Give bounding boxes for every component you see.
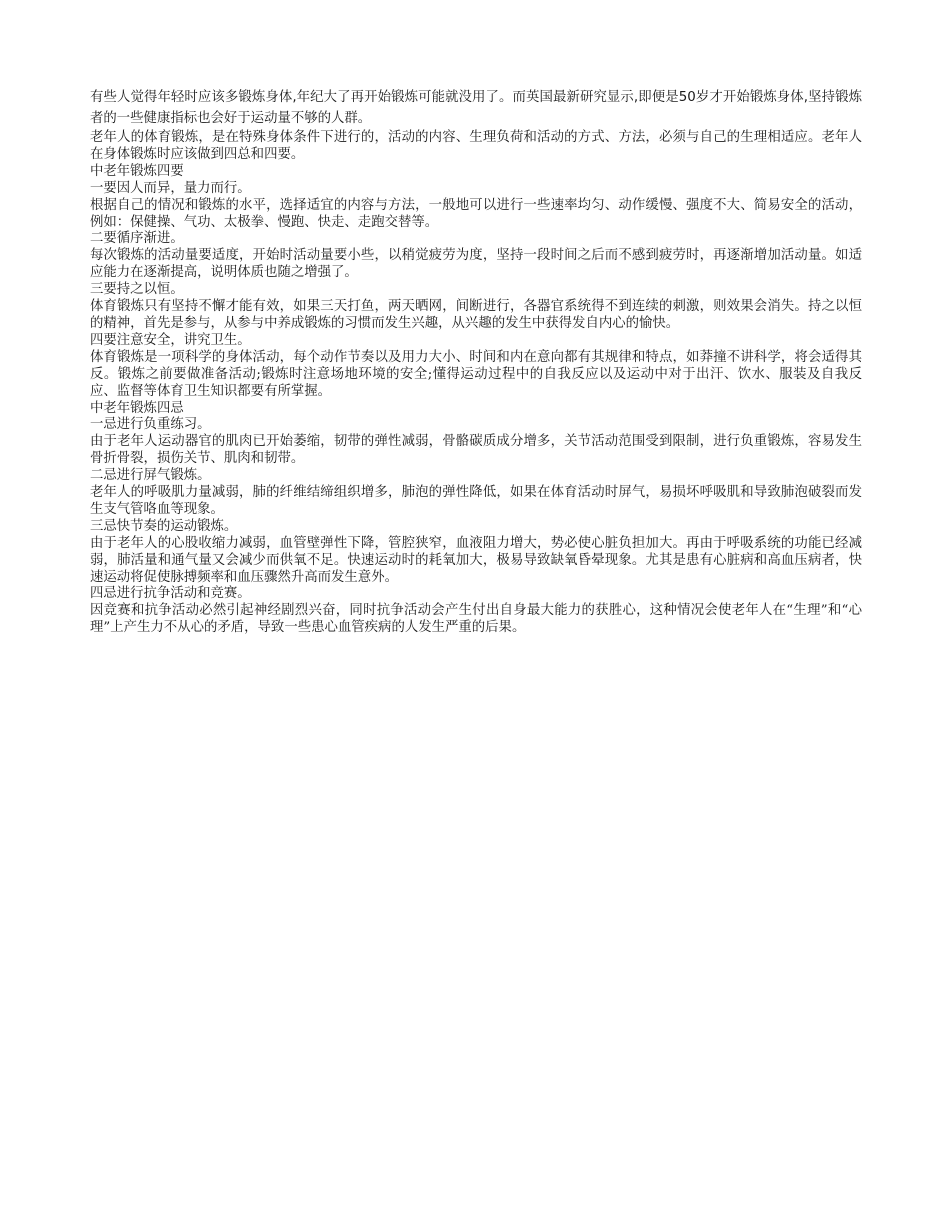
item-title: 一要因人而异，量力而行。 xyxy=(90,180,251,196)
item-title: 一忌进行负重练习。 xyxy=(90,417,211,433)
item-body: 每次锻炼的活动量要适度，开始时活动量要小些，以稍觉疲劳为度，坚持一段时间之后而不感到疲劳时，再逐渐增加活动量。如适应能力在逐渐提高，说明体质也随之增强了。 xyxy=(90,248,862,281)
item-body: 老年人的呼吸肌力量减弱，肺的纤维结缔组织增多，肺泡的弹性降低，如果在体育活动时屏气，易损坏呼吸肌和导致肺泡破裂而发生支气管咯血等现象。 xyxy=(90,485,862,517)
item-title: 三要持之以恒。 xyxy=(90,282,184,298)
item-title: 四要注意安全，讲究卫生。 xyxy=(90,332,251,348)
item-title: 四忌进行抗争活动和竞赛。 xyxy=(90,586,251,602)
item-body: 体育锻炼只有坚持不懈才能有效，如果三天打鱼，两天晒网，间断进行，各器官系统得不到连续的刺激，则效果会消失。持之以恒的精神，首先是参与，从参与中养成锻炼的习惯而发生兴趣，从兴趣的发生中获得发自内心的愉快。 xyxy=(90,299,862,331)
item-body: 根据自己的情况和锻炼的水平，选择适宜的内容与方法，一般地可以进行一些速率均匀、动作缓慢、强度不大、简易安全的活动，例如：保健操、气功、太极拳、慢跑、快走、走跑交替等。 xyxy=(90,197,862,230)
item-body: 因竞赛和抗争活动必然引起神经剧烈兴奋，同时抗争活动会产生付出自身最大能力的获胜心，这种情况会使老年人在“生理”和“心理”上产生力不从心的矛盾，导致一些患心血管疾病的人发生严重的后果。 xyxy=(90,603,862,636)
article-body xyxy=(90,88,862,637)
item-body: 由于老年人的心股收缩力减弱，血管壁弹性下降，管腔狭窄，血液阻力增大，势必使心脏负担加大。再由于呼吸系统的功能已经减弱，肺活量和通气量又会减少而供氧不足。快速运动时的耗氧加大，极易导致缺氧昏晕现象。尤其是患有心脏病和高血压病者，快速运动将促使脉搏频率和血压骤然升高而发生意外。 xyxy=(90,535,862,585)
item-title: 三忌快节奏的运动锻炼。 xyxy=(90,518,238,534)
section-heading-dos: 中老年锻炼四要 xyxy=(90,163,184,179)
overview-paragraph: 老年人的体育锻炼，是在特殊身体条件下进行的，活动的内容、生理负荷和活动的方式、方法，必须与自己的生理相适应。老年人在身体锻炼时应该做到四总和四要。 xyxy=(90,130,862,162)
item-body: 由于老年人运动器官的肌肉已开始萎缩，韧带的弹性减弱，骨骼碳质成分增多，关节活动范围受到限制，进行负重锻炼，容易发生骨折骨裂，损伤关节、肌肉和韧带。 xyxy=(90,434,862,467)
intro-paragraph: 有些人觉得年轻时应该多锻炼身体,年纪大了再开始锻炼可能就没用了。而英国最新研究显示,即便是50岁才开始锻炼身体,坚持锻炼者的一些健康指标也会好于运动量不够的人群。 xyxy=(90,90,862,126)
section-heading-donts: 中老年锻炼四忌 xyxy=(90,400,184,416)
item-title: 二忌进行屏气锻炼。 xyxy=(90,468,211,484)
item-body: 体育锻炼是一项科学的身体活动，每个动作节奏以及用力大小、时间和内在意向都有其规律和特点，如莽撞不讲科学，将会适得其反。锻炼之前要做准备活动;锻炼时注意场地环境的安全;懂得运动过程中的自我反应以及运动中对于出汗、饮水、服装及自我反应、监督等体育卫生知识都要有所掌握。 xyxy=(90,349,862,399)
item-title: 二要循序渐进。 xyxy=(90,231,184,247)
